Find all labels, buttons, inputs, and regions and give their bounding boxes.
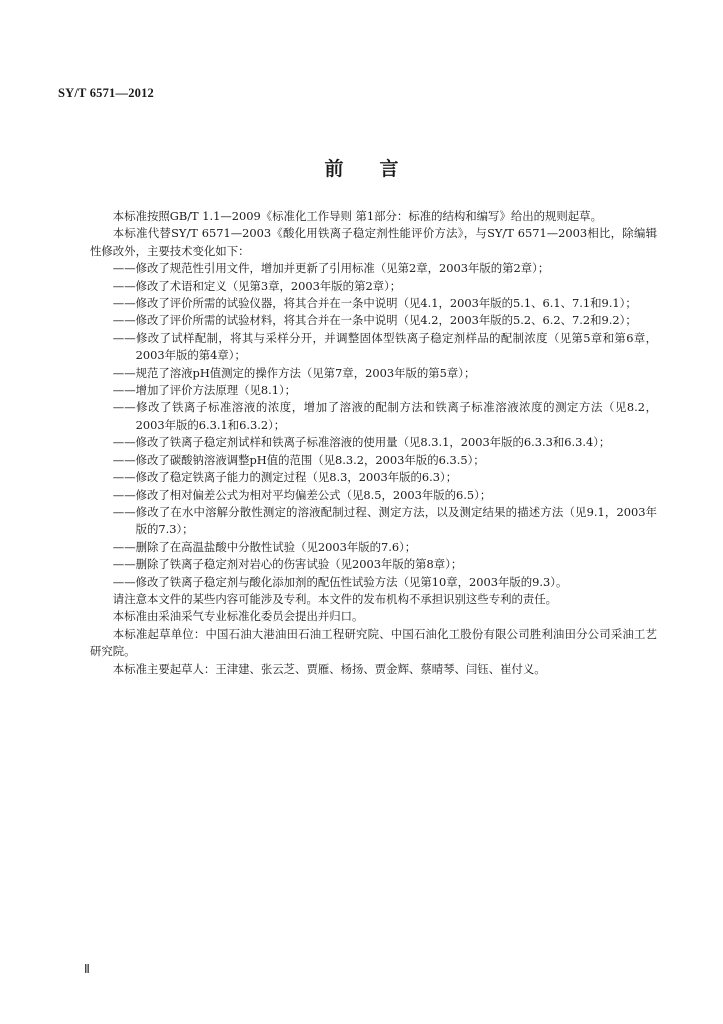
drafters: 本标准主要起草人：王津建、张云芝、贾雁、杨扬、贾金辉、蔡晴琴、闫钰、崔付义。 [112,661,546,676]
change-item: ——删除了铁离子稳定剂对岩心的伤害试验（见2003年版的第8章）； [112,557,463,572]
change-item: ——删除了在高温盐酸中分散性试验（见2003年版的7.6）； [112,539,417,554]
document-body [90,208,657,678]
page-number: Ⅱ [84,962,90,976]
change-item: ——规范了溶液pH值测定的操作方法（见第7章，2003年版的第5章）； [112,365,476,380]
page-title: 前言 [324,158,435,180]
intro-paragraph-1: 本标准按照GB/T 1.1—2009《标准化工作导则 第1部分：标准的结构和编写》给出的规则起草。 [112,209,602,223]
changes-list [90,260,657,591]
change-item: ——增加了评价方法原理（见8.1）； [112,383,297,398]
change-item: ——修改了评价所需的试验仪器，将其合并在一条中说明（见4.1，2003年版的5.1、6.1、7.1和9.1）； [112,296,637,311]
change-item: ——修改了碳酸钠溶液调整pH值的范围（见8.3.2，2003年版的6.3.5）； [112,452,485,467]
change-item: ——修改了相对偏差公式为相对平均偏差公式（见8.5，2003年版的6.5）； [112,487,492,502]
proposer-paragraph: 本标准由采油采气专业标准化委员会提出并归口。 [112,609,364,624]
standard-code: SY/T 6571—2012 [58,86,154,100]
intro-paragraph-2: 本标准代替SY/T 6571—2003《酸化用铁离子稳定剂性能评价方法》，与SY/T 6571—2003相比，除编辑性修改外，主要技术变化如下： [90,226,657,258]
patent-notice: 请注意本文件的某些内容可能涉及专利。本文件的发布机构不承担识别这些专利的责任。 [112,591,558,606]
change-item: ——修改了试样配制，将其与采样分开，并调整固体型铁离子稳定剂样品的配制浓度（见第5章和第6章，2003年版的第4章）； [112,330,657,363]
change-item: ——修改了术语和定义（见第3章，2003年版的第2章）； [112,278,402,293]
change-item: ——修改了铁离子标准溶液的浓度，增加了溶液的配制方法和铁离子标准溶液浓度的测定方法（见8.2，2003年版的6.3.1和6.3.2）； [112,400,657,432]
change-item: ——修改了铁离子稳定剂与酸化添加剂的配伍性试验方法（见第10章，2003年版的9.3）。 [112,574,568,589]
change-item: ——修改了在水中溶解分散性测定的溶液配制过程、测定方法，以及测定结果的描述方法（见9.1，2003年版的7.3）； [112,504,657,537]
drafting-units: 本标准起草单位：中国石油大港油田石油工程研究院、中国石油化工股份有限公司胜利油田分公司采油工艺研究院。 [90,626,657,659]
change-item: ——修改了规范性引用文件，增加并更新了引用标准（见第2章，2003年版的第2章）； [112,261,550,276]
change-item: ——修改了评价所需的试验材料，将其合并在一条中说明（见4.2，2003年版的5.2、6.2、7.2和9.2）； [112,313,637,328]
change-item: ——修改了稳定铁离子能力的测定过程（见8.3，2003年版的6.3）； [112,470,458,485]
change-item: ——修改了铁离子稳定剂试样和铁离子标准溶液的使用量（见8.3.1，2003年版的6.3.3和6.3.4）； [112,435,611,450]
